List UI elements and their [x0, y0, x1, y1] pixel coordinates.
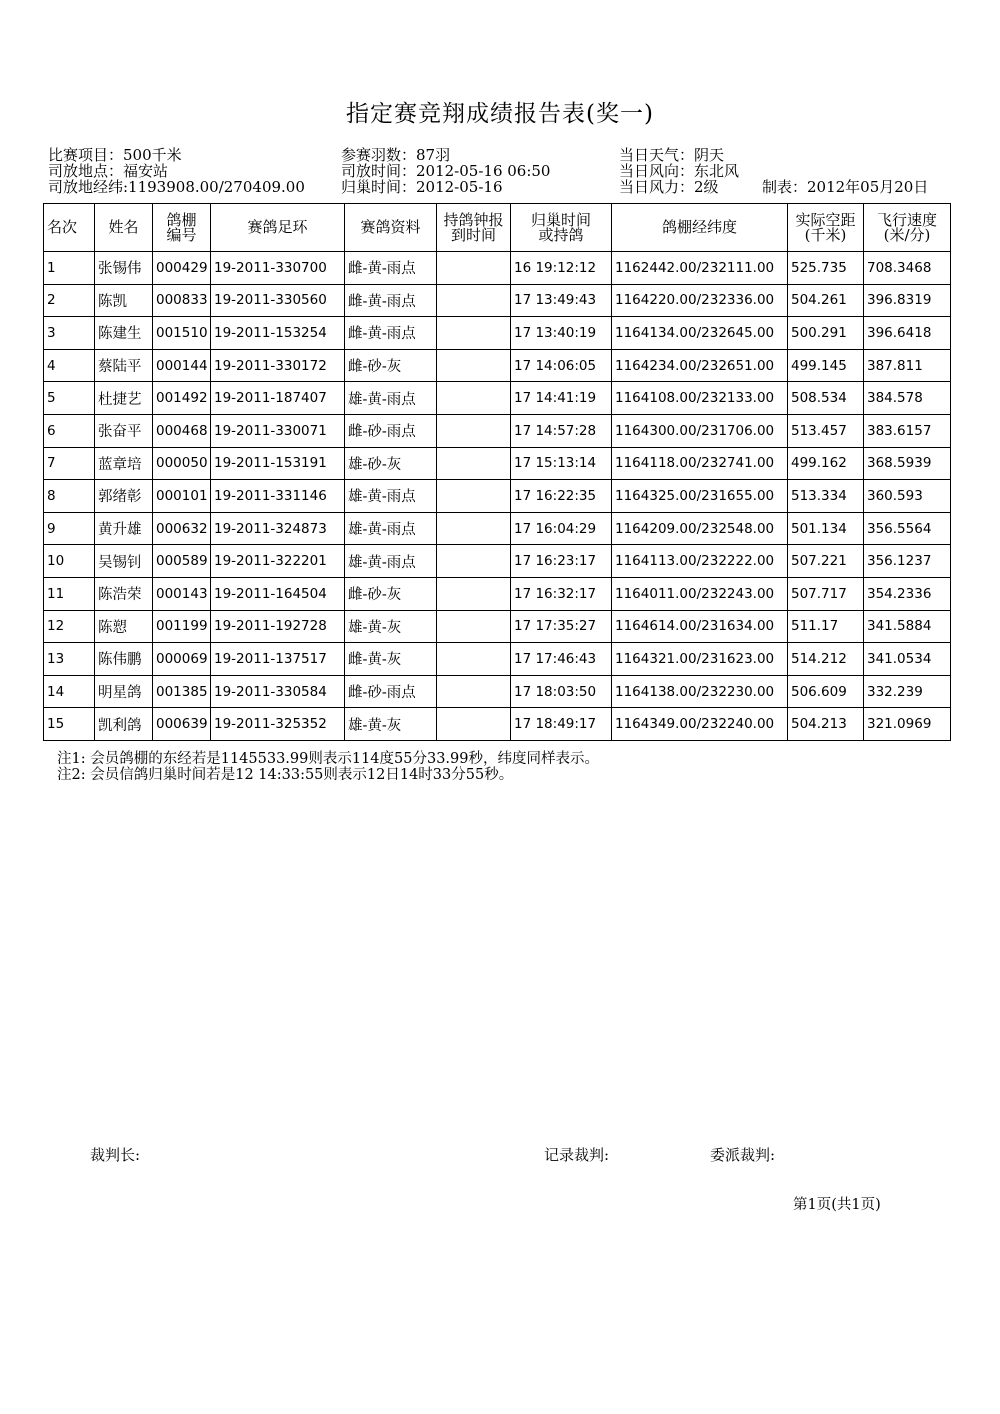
cell-coords: 1164113.00/232222.00	[612, 545, 788, 578]
table-row	[44, 708, 951, 741]
cell-loft-id: 000468	[153, 414, 211, 447]
cell-clock-report	[437, 382, 511, 415]
cell-loft-id: 000639	[153, 708, 211, 741]
cell-distance: 511.17	[788, 610, 864, 643]
cell-coords: 1164349.00/232240.00	[612, 708, 788, 741]
info-wind-direction: 当日风向：东北风	[619, 162, 740, 180]
table-row	[44, 382, 951, 415]
cell-loft-id: 000143	[153, 577, 211, 610]
cell-speed: 354.2336	[864, 577, 951, 610]
cell-name: 蔡陆平	[95, 349, 153, 382]
cell-clock-report	[437, 675, 511, 708]
cell-rank: 15	[44, 708, 95, 741]
note-1: 注1: 会员鸽棚的东经若是1145533.99则表示114度55分33.99秒，纬度同样表示。	[57, 751, 599, 767]
cell-distance: 501.134	[788, 512, 864, 545]
cell-distance: 525.735	[788, 252, 864, 285]
cell-coords: 1164011.00/232243.00	[612, 577, 788, 610]
cell-rank: 11	[44, 577, 95, 610]
cell-coords: 1164138.00/232230.00	[612, 675, 788, 708]
cell-return-time: 17 15:13:14	[511, 447, 612, 480]
cell-clock-report	[437, 512, 511, 545]
cell-speed: 383.6157	[864, 414, 951, 447]
info-column-3	[619, 147, 739, 195]
header-speed	[864, 204, 951, 252]
cell-coords: 1164108.00/232133.00	[612, 382, 788, 415]
table-row	[44, 447, 951, 480]
cell-loft-id: 000632	[153, 512, 211, 545]
info-weather: 当日天气：阴天	[619, 146, 725, 164]
cell-speed: 384.578	[864, 382, 951, 415]
cell-loft-id: 000833	[153, 284, 211, 317]
cell-distance: 508.534	[788, 382, 864, 415]
header-loft-id-text: 鸽棚编号	[166, 210, 197, 244]
signature-delegated-judge: 委派裁判:	[710, 1146, 776, 1164]
note-2: 注2: 会员信鸽归巢时间若是12 14:33:55则表示12日14时33分55秒。	[57, 767, 514, 783]
info-release-coords: 司放地经纬:1193908.00/270409.00	[48, 178, 305, 196]
cell-name: 黄升雄	[95, 512, 153, 545]
cell-loft-id: 001199	[153, 610, 211, 643]
cell-clock-report	[437, 447, 511, 480]
cell-coords: 1164234.00/232651.00	[612, 349, 788, 382]
cell-distance: 507.717	[788, 577, 864, 610]
table-row	[44, 317, 951, 350]
header-clock-report	[437, 204, 511, 252]
cell-loft-id: 000429	[153, 252, 211, 285]
header-speed-text: 飞行速度(米/分)	[876, 210, 937, 244]
cell-distance: 499.145	[788, 349, 864, 382]
cell-rank: 5	[44, 382, 95, 415]
cell-return-time: 17 16:32:17	[511, 577, 612, 610]
cell-distance: 504.261	[788, 284, 864, 317]
cell-rank: 6	[44, 414, 95, 447]
cell-name: 张奋平	[95, 414, 153, 447]
cell-rank: 8	[44, 480, 95, 513]
info-release-time: 司放时间：2012-05-16 06:50	[341, 162, 551, 180]
cell-bird-info: 雌-砂-雨点	[345, 675, 437, 708]
cell-coords: 1164325.00/231655.00	[612, 480, 788, 513]
cell-coords: 1164134.00/232645.00	[612, 317, 788, 350]
cell-name: 陈伟鹏	[95, 643, 153, 676]
cell-speed: 387.811	[864, 349, 951, 382]
cell-speed: 360.593	[864, 480, 951, 513]
cell-coords: 1164118.00/232741.00	[612, 447, 788, 480]
header-distance-text: 实际空距(千米)	[795, 210, 856, 244]
header-name: 姓名	[95, 204, 153, 252]
cell-ring: 19-2011-153254	[211, 317, 345, 350]
cell-ring: 19-2011-324873	[211, 512, 345, 545]
cell-loft-id: 001492	[153, 382, 211, 415]
cell-bird-info: 雄-黄-灰	[345, 610, 437, 643]
cell-return-time: 17 14:06:05	[511, 349, 612, 382]
cell-coords: 1162442.00/232111.00	[612, 252, 788, 285]
cell-return-time: 17 13:40:19	[511, 317, 612, 350]
cell-loft-id: 001510	[153, 317, 211, 350]
cell-return-time: 17 17:46:43	[511, 643, 612, 676]
cell-clock-report	[437, 480, 511, 513]
cell-bird-info: 雄-黄-雨点	[345, 512, 437, 545]
cell-ring: 19-2011-137517	[211, 643, 345, 676]
header-clock-report-text: 持鸽钟报到时间	[443, 210, 504, 244]
cell-rank: 3	[44, 317, 95, 350]
cell-name: 郭绪彰	[95, 480, 153, 513]
cell-coords: 1164614.00/231634.00	[612, 610, 788, 643]
table-row	[44, 610, 951, 643]
cell-distance: 514.212	[788, 643, 864, 676]
header-rank: 名次	[44, 204, 95, 252]
table-row	[44, 545, 951, 578]
cell-return-time: 16 19:12:12	[511, 252, 612, 285]
cell-return-time: 17 18:49:17	[511, 708, 612, 741]
cell-clock-report	[437, 708, 511, 741]
cell-ring: 19-2011-164504	[211, 577, 345, 610]
cell-rank: 2	[44, 284, 95, 317]
cell-clock-report	[437, 414, 511, 447]
cell-speed: 356.1237	[864, 545, 951, 578]
table-row	[44, 252, 951, 285]
cell-rank: 9	[44, 512, 95, 545]
cell-name: 杜捷艺	[95, 382, 153, 415]
info-made-date: 制表：2012年05月20日	[762, 178, 929, 196]
cell-name: 凯利鸽	[95, 708, 153, 741]
cell-return-time: 17 16:23:17	[511, 545, 612, 578]
cell-name: 吴锡钊	[95, 545, 153, 578]
header-loft-id	[153, 204, 211, 252]
cell-speed: 368.5939	[864, 447, 951, 480]
header-bird-info: 赛鸽资料	[345, 204, 437, 252]
info-wind-force: 当日风力：2级	[619, 178, 719, 196]
cell-bird-info: 雄-黄-雨点	[345, 545, 437, 578]
cell-return-time: 17 14:41:19	[511, 382, 612, 415]
cell-ring: 19-2011-330172	[211, 349, 345, 382]
cell-distance: 500.291	[788, 317, 864, 350]
cell-ring: 19-2011-322201	[211, 545, 345, 578]
info-return-date: 归巢时间：2012-05-16	[341, 178, 503, 196]
header-ring: 赛鸽足环	[211, 204, 345, 252]
cell-return-time: 17 14:57:28	[511, 414, 612, 447]
page-title: 指定赛竞翔成绩报告表(奖一)	[346, 101, 654, 127]
cell-coords: 1164209.00/232548.00	[612, 512, 788, 545]
cell-rank: 12	[44, 610, 95, 643]
cell-loft-id: 000589	[153, 545, 211, 578]
cell-coords: 1164321.00/231623.00	[612, 643, 788, 676]
cell-speed: 396.6418	[864, 317, 951, 350]
cell-clock-report	[437, 610, 511, 643]
cell-name: 张锡伟	[95, 252, 153, 285]
table-row	[44, 284, 951, 317]
table-row	[44, 643, 951, 676]
cell-ring: 19-2011-325352	[211, 708, 345, 741]
header-distance	[788, 204, 864, 252]
cell-rank: 1	[44, 252, 95, 285]
cell-loft-id: 000069	[153, 643, 211, 676]
table-header-row	[44, 204, 951, 252]
info-release-site: 司放地点：福安站	[48, 162, 169, 180]
cell-distance: 513.457	[788, 414, 864, 447]
cell-loft-id: 001385	[153, 675, 211, 708]
cell-loft-id: 000144	[153, 349, 211, 382]
cell-distance: 504.213	[788, 708, 864, 741]
cell-distance: 506.609	[788, 675, 864, 708]
cell-distance: 513.334	[788, 480, 864, 513]
cell-clock-report	[437, 545, 511, 578]
cell-bird-info: 雌-砂-灰	[345, 349, 437, 382]
cell-speed: 341.0534	[864, 643, 951, 676]
table-row	[44, 512, 951, 545]
cell-loft-id: 000050	[153, 447, 211, 480]
cell-speed: 341.5884	[864, 610, 951, 643]
cell-bird-info: 雄-黄-雨点	[345, 480, 437, 513]
table-row	[44, 675, 951, 708]
cell-return-time: 17 17:35:27	[511, 610, 612, 643]
cell-return-time: 17 16:04:29	[511, 512, 612, 545]
table-row	[44, 414, 951, 447]
signature-recording-judge: 记录裁判:	[544, 1146, 610, 1164]
cell-clock-report	[437, 349, 511, 382]
cell-rank: 14	[44, 675, 95, 708]
cell-distance: 499.162	[788, 447, 864, 480]
cell-coords: 1164300.00/231706.00	[612, 414, 788, 447]
cell-bird-info: 雌-砂-雨点	[345, 414, 437, 447]
info-column-2	[341, 147, 550, 195]
cell-bird-info: 雄-黄-灰	[345, 708, 437, 741]
cell-bird-info: 雌-黄-雨点	[345, 252, 437, 285]
cell-clock-report	[437, 317, 511, 350]
info-event: 比赛项目：500千米	[48, 146, 182, 164]
cell-rank: 4	[44, 349, 95, 382]
cell-rank: 7	[44, 447, 95, 480]
cell-bird-info: 雌-黄-雨点	[345, 317, 437, 350]
table-row	[44, 349, 951, 382]
cell-coords: 1164220.00/232336.00	[612, 284, 788, 317]
cell-name: 明星鸽	[95, 675, 153, 708]
results-table	[43, 203, 951, 741]
cell-bird-info: 雄-砂-灰	[345, 447, 437, 480]
header-return-time-text: 归巢时间或持鸽	[530, 210, 591, 244]
cell-loft-id: 000101	[153, 480, 211, 513]
cell-rank: 10	[44, 545, 95, 578]
signature-chief-judge: 裁判长:	[90, 1146, 141, 1164]
cell-rank: 13	[44, 643, 95, 676]
cell-ring: 19-2011-330584	[211, 675, 345, 708]
cell-bird-info: 雌-黄-雨点	[345, 284, 437, 317]
cell-clock-report	[437, 643, 511, 676]
notes	[57, 751, 599, 783]
cell-speed: 356.5564	[864, 512, 951, 545]
cell-speed: 396.8319	[864, 284, 951, 317]
table-row	[44, 577, 951, 610]
cell-ring: 19-2011-330560	[211, 284, 345, 317]
cell-return-time: 17 16:22:35	[511, 480, 612, 513]
cell-clock-report	[437, 577, 511, 610]
table-row	[44, 480, 951, 513]
cell-name: 陈凯	[95, 284, 153, 317]
cell-speed: 708.3468	[864, 252, 951, 285]
cell-name: 蓝章培	[95, 447, 153, 480]
cell-name: 陈浩荣	[95, 577, 153, 610]
cell-return-time: 17 18:03:50	[511, 675, 612, 708]
cell-return-time: 17 13:49:43	[511, 284, 612, 317]
info-entry-count: 参赛羽数：87羽	[341, 146, 451, 164]
cell-ring: 19-2011-153191	[211, 447, 345, 480]
cell-ring: 19-2011-330700	[211, 252, 345, 285]
cell-ring: 19-2011-330071	[211, 414, 345, 447]
header-return-time	[511, 204, 612, 252]
cell-ring: 19-2011-331146	[211, 480, 345, 513]
cell-clock-report	[437, 252, 511, 285]
cell-distance: 507.221	[788, 545, 864, 578]
cell-ring: 19-2011-187407	[211, 382, 345, 415]
cell-name: 陈建生	[95, 317, 153, 350]
table-body	[44, 252, 951, 741]
cell-bird-info: 雄-黄-雨点	[345, 382, 437, 415]
info-column-1	[48, 147, 305, 195]
cell-bird-info: 雌-砂-灰	[345, 577, 437, 610]
cell-ring: 19-2011-192728	[211, 610, 345, 643]
header-coords: 鸽棚经纬度	[612, 204, 788, 252]
cell-clock-report	[437, 284, 511, 317]
cell-speed: 321.0969	[864, 708, 951, 741]
page-number: 第1页(共1页)	[793, 1197, 881, 1213]
cell-speed: 332.239	[864, 675, 951, 708]
cell-name: 陈愬	[95, 610, 153, 643]
cell-bird-info: 雌-黄-灰	[345, 643, 437, 676]
